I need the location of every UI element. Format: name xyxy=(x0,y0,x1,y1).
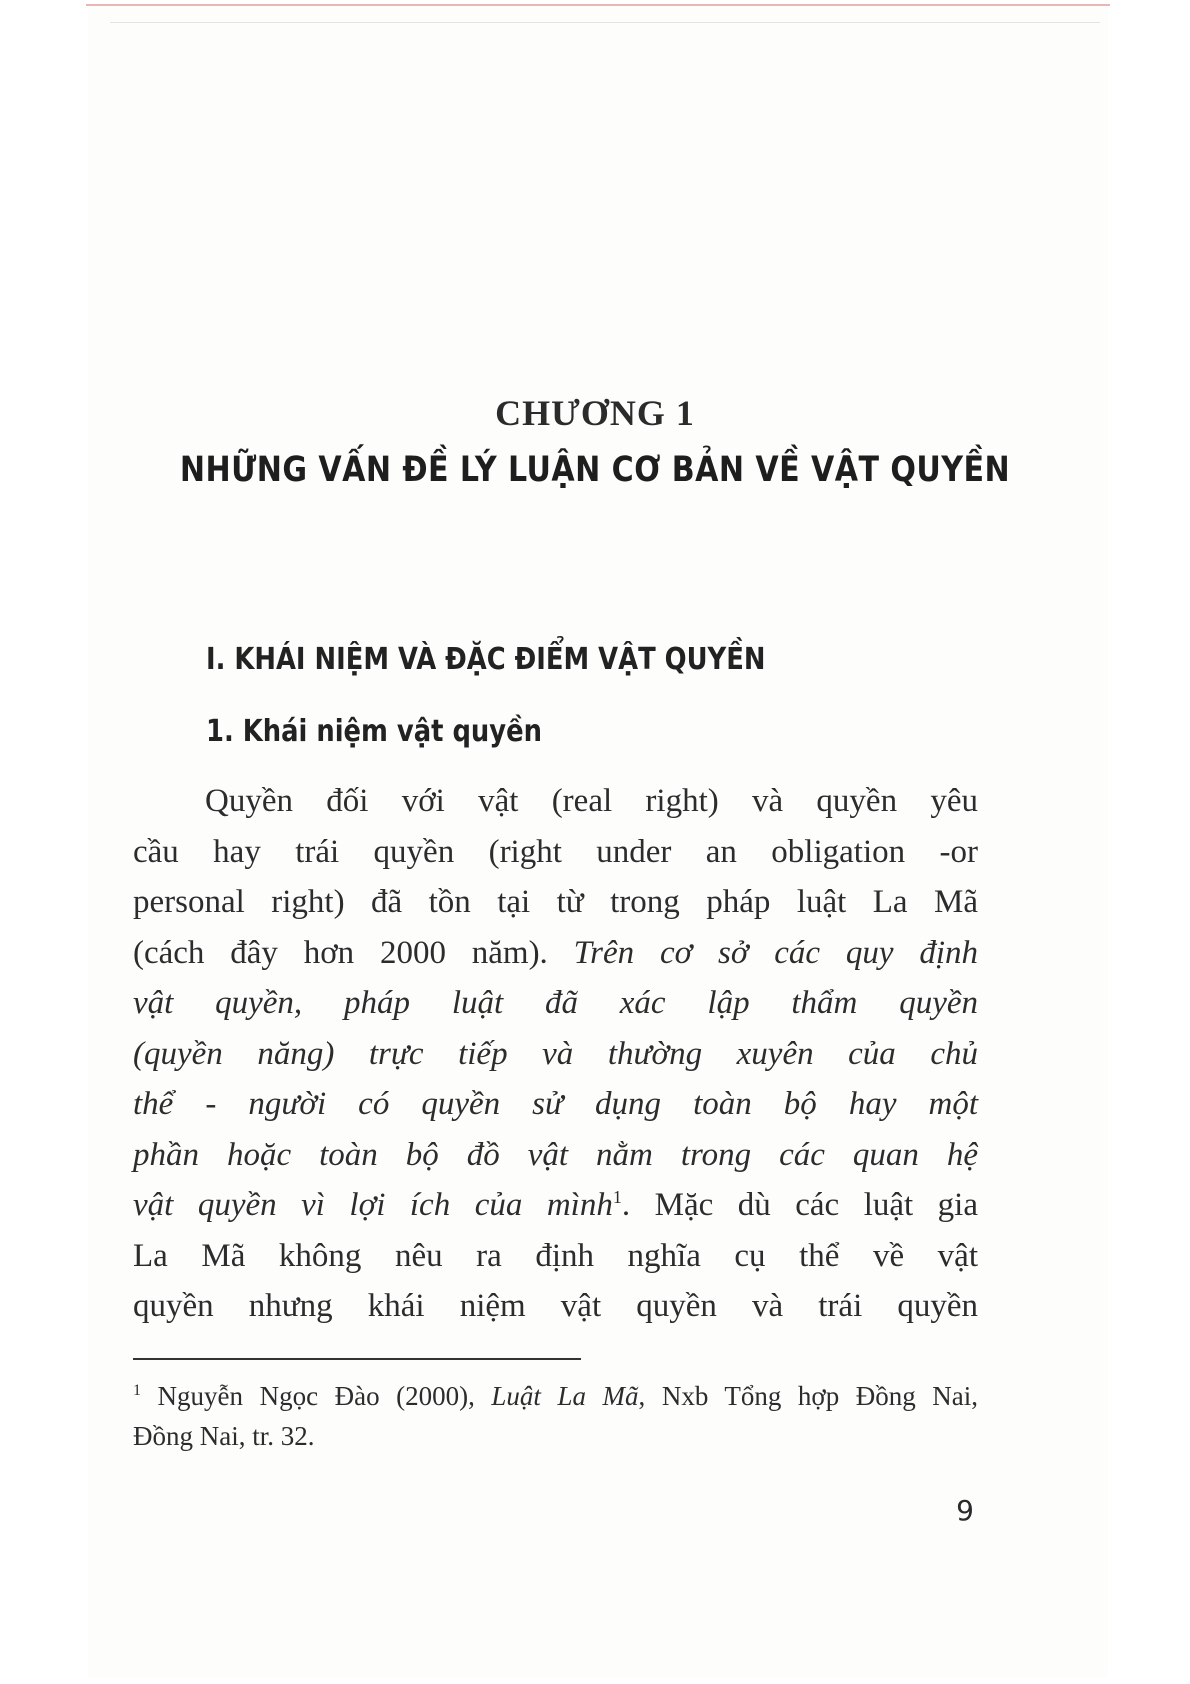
top-border xyxy=(86,4,1110,6)
body-text-italic: thể - người có quyền sử dụng toàn bộ hay một xyxy=(133,1086,978,1122)
chapter-number: CHƯƠNG 1 xyxy=(495,393,695,433)
footnote-reference[interactable]: 1 xyxy=(612,1187,622,1207)
body-line xyxy=(133,1079,978,1130)
section-heading: I. KHÁI NIỆM VÀ ĐẶC ĐIỂM VẬT QUYỀN xyxy=(206,642,766,677)
footnote-author: Nguyễn Ngọc Đào (2000), xyxy=(157,1381,475,1411)
footnote xyxy=(133,1376,978,1456)
body-line xyxy=(133,1130,978,1181)
body-line: La Mã không nêu ra định nghĩa cụ thể về vật xyxy=(133,1237,978,1274)
body-line xyxy=(133,928,978,979)
body-text-italic: (quyền năng) trực tiếp và thường xuyên của chủ xyxy=(133,1035,978,1072)
footnote-publisher: , Nxb Tổng hợp Đồng Nai, xyxy=(638,1381,979,1411)
footnote-divider xyxy=(133,1358,581,1360)
body-text-italic: vật quyền vì lợi ích của mình xyxy=(133,1187,613,1223)
body-text-plain: (cách đây hơn 2000 năm). xyxy=(133,934,548,971)
body-line: quyền nhưng khái niệm vật quyền và trái quyền xyxy=(133,1288,978,1324)
footnote-line: Đồng Nai, tr. 32. xyxy=(133,1421,315,1451)
body-line xyxy=(133,978,978,1029)
footnote-book-title: Luật La Mã xyxy=(491,1381,639,1411)
body-line xyxy=(133,1029,978,1080)
body-line: personal right) đã tồn tại từ trong pháp luật La Mã xyxy=(133,884,978,920)
page-number: 9 xyxy=(956,1494,974,1527)
body-paragraph xyxy=(133,776,978,1332)
body-text-italic: phần hoặc toàn bộ đồ vật nằm trong các quan hệ xyxy=(133,1136,978,1173)
chapter-title: NHỮNG VẤN ĐỀ LÝ LUẬN CƠ BẢN VỀ VẬT QUYỀN xyxy=(179,450,1011,490)
top-scan-line xyxy=(110,22,1100,23)
footnote-line xyxy=(133,1376,978,1416)
subsection-heading: 1. Khái niệm vật quyền xyxy=(206,714,542,749)
body-line: cầu hay trái quyền (right under an obligation -or xyxy=(133,833,978,870)
body-text-plain: . Mặc dù các luật gia xyxy=(621,1187,978,1223)
body-text-italic: vật quyền, pháp luật đã xác lập thẩm quyền xyxy=(133,985,978,1021)
body-text-italic: Trên cơ sở các quy định xyxy=(573,934,979,971)
body-line xyxy=(133,1180,978,1231)
body-line: Quyền đối với vật (real right) và quyền yêu xyxy=(205,783,978,819)
footnote-marker: 1 xyxy=(133,1382,141,1399)
